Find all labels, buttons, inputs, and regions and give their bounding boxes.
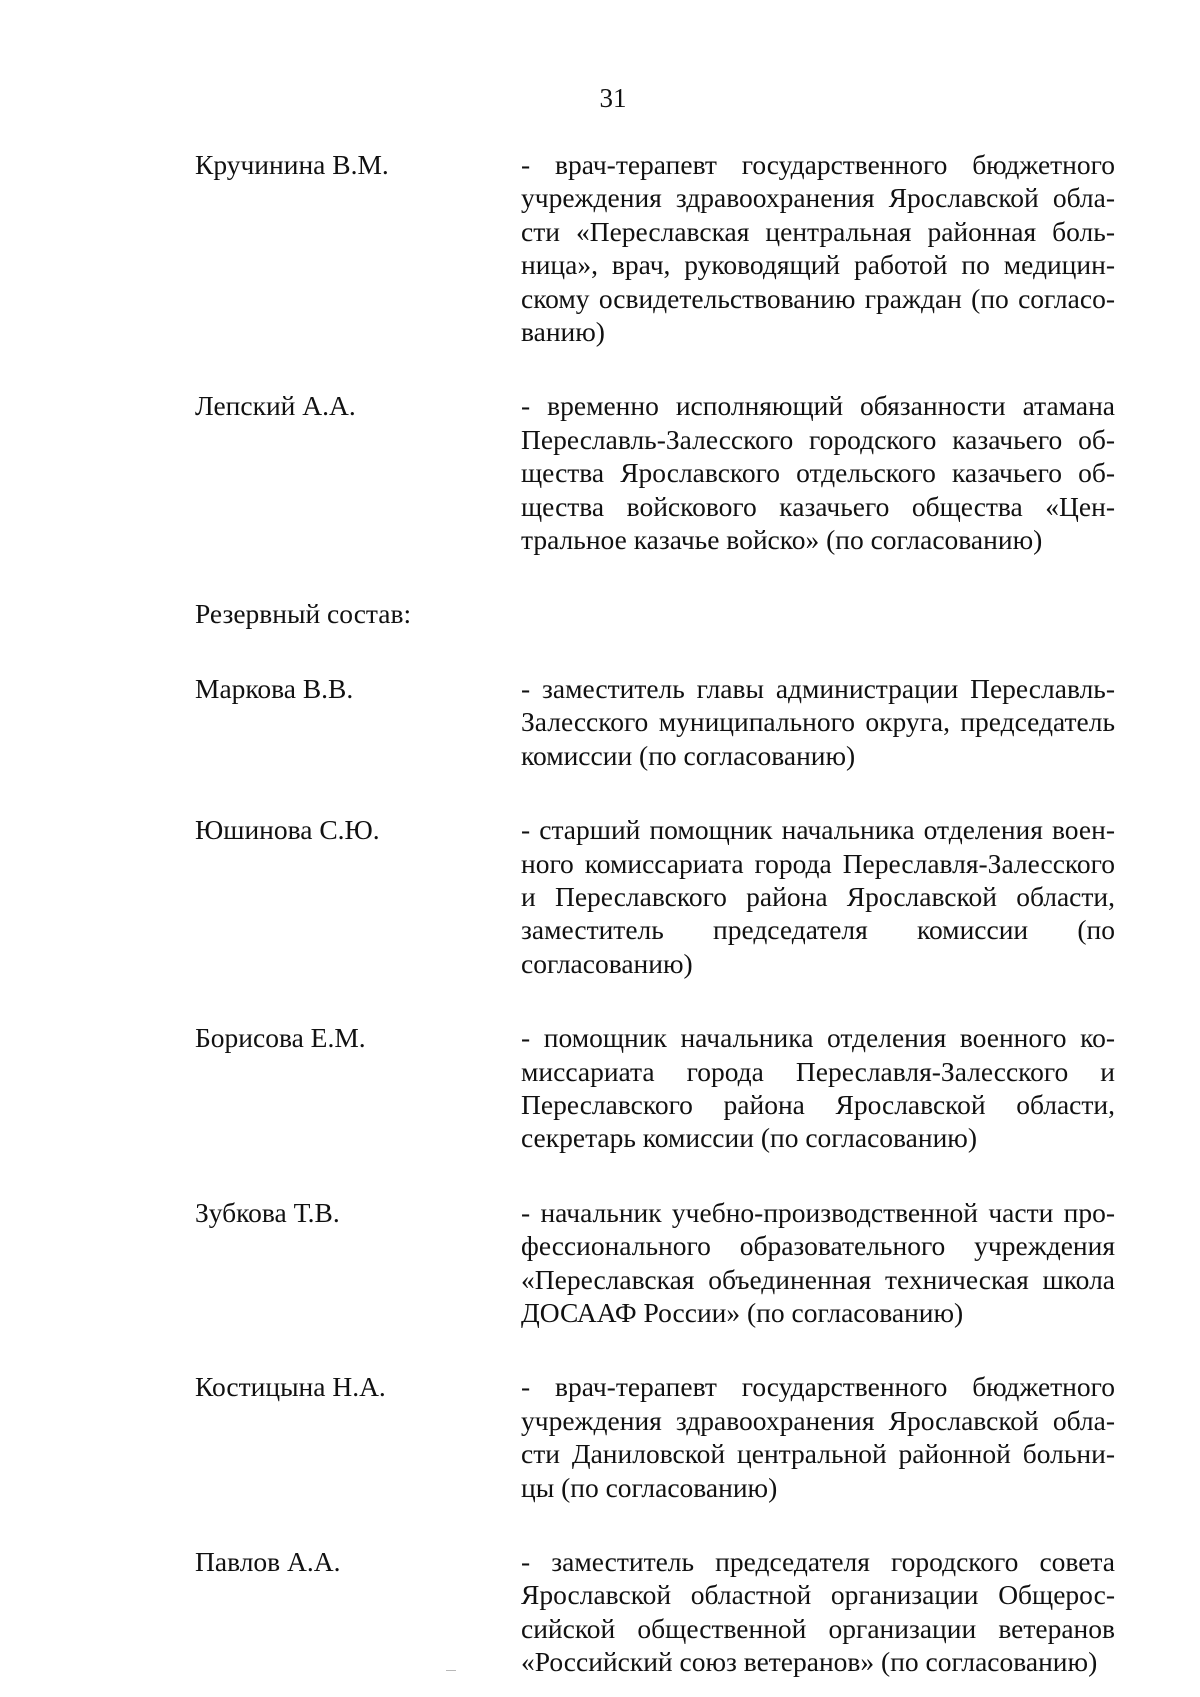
member-description: - старший помощник начальника отделения военного комиссариата города Переславля-Залесского и Переславского района Ярославской области, заместитель председателя комиссии (по согласованию) <box>521 814 1115 979</box>
reserve-heading: Резервный состав: <box>195 598 412 630</box>
member-entry <box>195 148 1115 348</box>
scan-artifact <box>446 1670 456 1671</box>
member-name: Павлов А.А. <box>195 1546 341 1577</box>
member-description: - врач-терапевт государственного бюджетного учреждения здравоохранения Ярославской области «Переславская центральная районная больница», врач, руководящий работой по медицинскому освидетельствованию граждан (по согласованию) <box>521 149 1115 348</box>
member-name: Юшинова С.Ю. <box>195 814 380 846</box>
member-name: Зубкова Т.В. <box>195 1196 340 1228</box>
commission-list <box>195 148 1115 1679</box>
member-name: Кручинина В.М. <box>195 149 389 180</box>
member-name: Маркова В.В. <box>195 672 354 704</box>
member-name: Борисова Е.М. <box>195 1022 366 1054</box>
member-description: - заместитель главы администрации Переславль-Залесского муниципального округа, председатель комиссии (по согласованию) <box>521 672 1115 771</box>
member-name: Костицына Н.А. <box>195 1371 386 1403</box>
member-name: Лепский А.А. <box>195 390 356 422</box>
member-description: - врач-терапевт государственного бюджетного учреждения здравоохранения Ярославской области Даниловской центральной районной больницы (по согласованию) <box>521 1371 1115 1503</box>
member-entry <box>195 672 1115 772</box>
member-description: - помощник начальника отделения военного комиссариата города Переславля-Залесского и Переславского района Ярославской области, секретарь комиссии (по согласованию) <box>521 1022 1115 1154</box>
member-entry <box>195 1196 1115 1330</box>
member-entry <box>195 1370 1115 1504</box>
page-number: 31 <box>599 83 627 113</box>
member-entry <box>195 813 1115 980</box>
member-description: - заместитель председателя городского совета Ярославской областной организации Общероссийской общественной организации ветеранов «Российский союз ветеранов» (по согласованию) <box>521 1546 1115 1678</box>
member-description: - начальник учебно-производственной части профессионального образовательного учреждения «Переславская объединенная техническая школа ДОСААФ России» (по согласованию) <box>521 1196 1115 1328</box>
member-description: - временно исполняющий обязанности атамана Переславль-Залесского городского казачьего общества Ярославского отдельского казачьего общества войскового казачьего общества «Центральное казачье войско» (по согласованию) <box>521 390 1115 556</box>
member-entry <box>195 389 1115 556</box>
member-entry <box>195 1545 1115 1679</box>
member-entry <box>195 1021 1115 1155</box>
